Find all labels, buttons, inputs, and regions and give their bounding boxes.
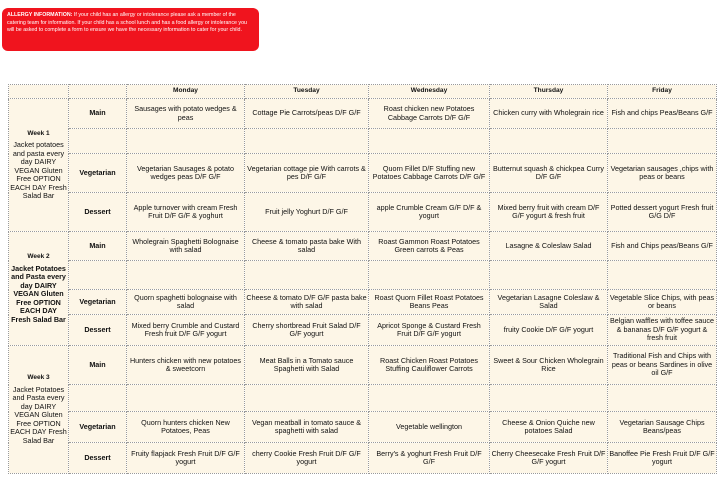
meal-label: Dessert [69, 193, 127, 232]
meal-label [69, 385, 127, 412]
menu-cell: Apple turnover with cream Fresh Fruit D/F G/F & yoghurt [127, 193, 245, 232]
menu-cell [369, 385, 490, 412]
menu-cell: Cottage Pie Carrots/peas D/F G/F [245, 99, 369, 129]
week-3-dessert-row [9, 443, 717, 474]
week-1-info [9, 99, 69, 232]
week-1-vegetarian-row [9, 154, 717, 193]
menu-cell [608, 129, 717, 154]
week-info-text: Jacket Potatoes and Pasta every day DAIRY VEGAN Gluten Free OPTION EACH DAY Fresh Salad Bar [10, 384, 67, 445]
allergy-heading: ALLERGY INFORMATION: [7, 12, 73, 18]
menu-cell: Meat Balls in a Tomato sauce Spaghetti with Salad [245, 346, 369, 385]
meal-label: Dessert [69, 443, 127, 474]
menu-cell: Butternut squash & chickpea Curry D/F G/F [490, 154, 608, 193]
week-title: Week 2 [27, 253, 50, 260]
meal-label: Main [69, 232, 127, 261]
header-monday: Monday [127, 85, 245, 99]
menu-cell: Roast Chicken Roast Potatoes Stuffing Cauliflower Carrots [369, 346, 490, 385]
menu-cell: cherry Cookie Fresh Fruit D/F G/F yogurt [245, 443, 369, 474]
menu-cell [369, 129, 490, 154]
week-1-blank-row [9, 129, 717, 154]
header-wednesday: Wednesday [369, 85, 490, 99]
menu-cell [369, 261, 490, 290]
meal-label: Dessert [69, 315, 127, 346]
menu-cell [608, 385, 717, 412]
menu-cell [608, 261, 717, 290]
week-1-dessert-row [9, 193, 717, 232]
menu-cell: Roast chicken new Potatoes Cabbage Carrots D/F G/F [369, 99, 490, 129]
header-friday: Friday [608, 85, 717, 99]
menu-cell [245, 385, 369, 412]
week-3-blank-row [9, 385, 717, 412]
menu-cell [127, 385, 245, 412]
menu-cell: Vegetable Slice Chips, with peas or beans [608, 290, 717, 315]
menu-cell: Chicken curry with Wholegrain rice [490, 99, 608, 129]
menu-cell: Lasagne & Coleslaw Salad [490, 232, 608, 261]
menu-cell: Banoffee Pie Fresh Fruit D/F G/F yogurt [608, 443, 717, 474]
menu-cell: Mixed berry Crumble and Custard Fresh fruit D/F G/F yogurt [127, 315, 245, 346]
allergy-text: If your child has an allergy or intolerance please ask a member of the catering team for information. If your child has a school lunch and has a food allergy or intolerance you will be asked to complete a form to ensure we have the necessary information to cater for your child. [7, 12, 247, 34]
menu-cell: Roast Quorn Fillet Roast Potatoes Beans Peas [369, 290, 490, 315]
menu-cell [490, 129, 608, 154]
menu-cell: Vegetarian Sausage Chips Beans/peas [608, 412, 717, 443]
menu-cell: Fruit jelly Yoghurt D/F G/F [245, 193, 369, 232]
meal-label [69, 129, 127, 154]
menu-cell: Quorn spaghetti bolognaise with salad [127, 290, 245, 315]
menu-cell: Wholegrain Spaghetti Bolognaise with salad [127, 232, 245, 261]
week-2-blank-row [9, 261, 717, 290]
menu-cell [127, 261, 245, 290]
menu-cell: Fish and chips Peas/Beans G/F [608, 99, 717, 129]
menu-cell: Vegetarian cottage pie With carrots & pes D/F G/F [245, 154, 369, 193]
menu-cell: Vegetarian Lasagne Coleslaw & Salad [490, 290, 608, 315]
header-thursday: Thursday [490, 85, 608, 99]
menu-cell: Cheese & tomato pasta bake With salad [245, 232, 369, 261]
week-title: Week 1 [27, 129, 50, 137]
meal-label [69, 261, 127, 290]
menu-cell: Potted dessert yogurt Fresh fruit G/G D/F [608, 193, 717, 232]
menu-cell: Apricot Sponge & Custard Fresh Fruit D/F G/F yogurt [369, 315, 490, 346]
menu-cell [490, 261, 608, 290]
menu-cell [490, 385, 608, 412]
week-2-dessert-row [9, 315, 717, 346]
week-1-main-row [9, 99, 717, 129]
meal-label: Main [69, 99, 127, 129]
menu-cell: Quorn Fillet D/F Stuffing new Potatoes Cabbage Carrots D/F G/F [369, 154, 490, 193]
menu-cell: Sausages with potato wedges & peas [127, 99, 245, 129]
menu-cell: Vegetarian Sausages & potato wedges peas D/F G/F [127, 154, 245, 193]
menu-cell [245, 261, 369, 290]
week-3-info [9, 346, 69, 474]
menu-cell: Fish and Chips peas/Beans G/F [608, 232, 717, 261]
meal-label: Vegetarian [69, 290, 127, 315]
menu-cell: Cheese & tomato D/F G/F pasta bake with salad [245, 290, 369, 315]
week-info-text: Jacket potatoes and pasta every day DAIRY VEGAN Gluten Free OPTION EACH DAY Fresh Salad Bar [10, 140, 67, 200]
menu-cell: Belgian waffles with toffee sauce & bananas D/F G/F yogurt & fresh fruit [608, 315, 717, 346]
week-3-vegetarian-row [9, 412, 717, 443]
week-info-text: Jacket Potatoes and Pasta every day DAIRY VEGAN Gluten Free OPTION EACH DAY Fresh Salad Bar [11, 263, 66, 324]
week-2-vegetarian-row [9, 290, 717, 315]
menu-cell: Roast Gammon Roast Potatoes Green carrots & Peas [369, 232, 490, 261]
menu-cell: Vegetarian sausages ,chips with peas or beans [608, 154, 717, 193]
menu-cell: fruity Cookie D/F G/F yogurt [490, 315, 608, 346]
menu-cell: Quorn hunters chicken New Potatoes, Peas [127, 412, 245, 443]
menu-cell: Traditional Fish and Chips with peas or beans Sardines in olive oil G/F [608, 346, 717, 385]
menu-cell: Berry's & yoghurt Fresh Fruit D/F G/F [369, 443, 490, 474]
menu-cell: Vegetable wellington [369, 412, 490, 443]
menu-table [8, 84, 717, 474]
menu-cell: apple Crumble Cream G/F D/F & yogurt [369, 193, 490, 232]
meal-label: Main [69, 346, 127, 385]
week-2-info [9, 232, 69, 346]
menu-cell: Cherry shortbread Fruit Salad D/F G/F yogurt [245, 315, 369, 346]
menu-cell: Cheese & Onion Quiche new potatoes Salad [490, 412, 608, 443]
menu-cell: Vegan meatball in tomato sauce & spaghetti with salad [245, 412, 369, 443]
week-3-main-row [9, 346, 717, 385]
menu-cell: Mixed berry fruit with cream D/F G/F yogurt & fresh fruit [490, 193, 608, 232]
header-blank-meal [69, 85, 127, 99]
meal-label: Vegetarian [69, 412, 127, 443]
menu-cell [127, 129, 245, 154]
menu-cell: Hunters chicken with new potatoes & sweetcorn [127, 346, 245, 385]
week-2-main-row [9, 232, 717, 261]
menu-cell: Fruity flapjack Fresh Fruit D/F G/F yogurt [127, 443, 245, 474]
meal-label: Vegetarian [69, 154, 127, 193]
menu-cell: Cherry Cheesecake Fresh Fruit D/F G/F yogurt [490, 443, 608, 474]
header-row [9, 85, 717, 99]
header-blank-week [9, 85, 69, 99]
header-tuesday: Tuesday [245, 85, 369, 99]
menu-cell: Sweet & Sour Chicken Wholegrain Rice [490, 346, 608, 385]
week-title: Week 3 [27, 374, 50, 381]
allergy-information-box [2, 8, 259, 51]
menu-cell [245, 129, 369, 154]
